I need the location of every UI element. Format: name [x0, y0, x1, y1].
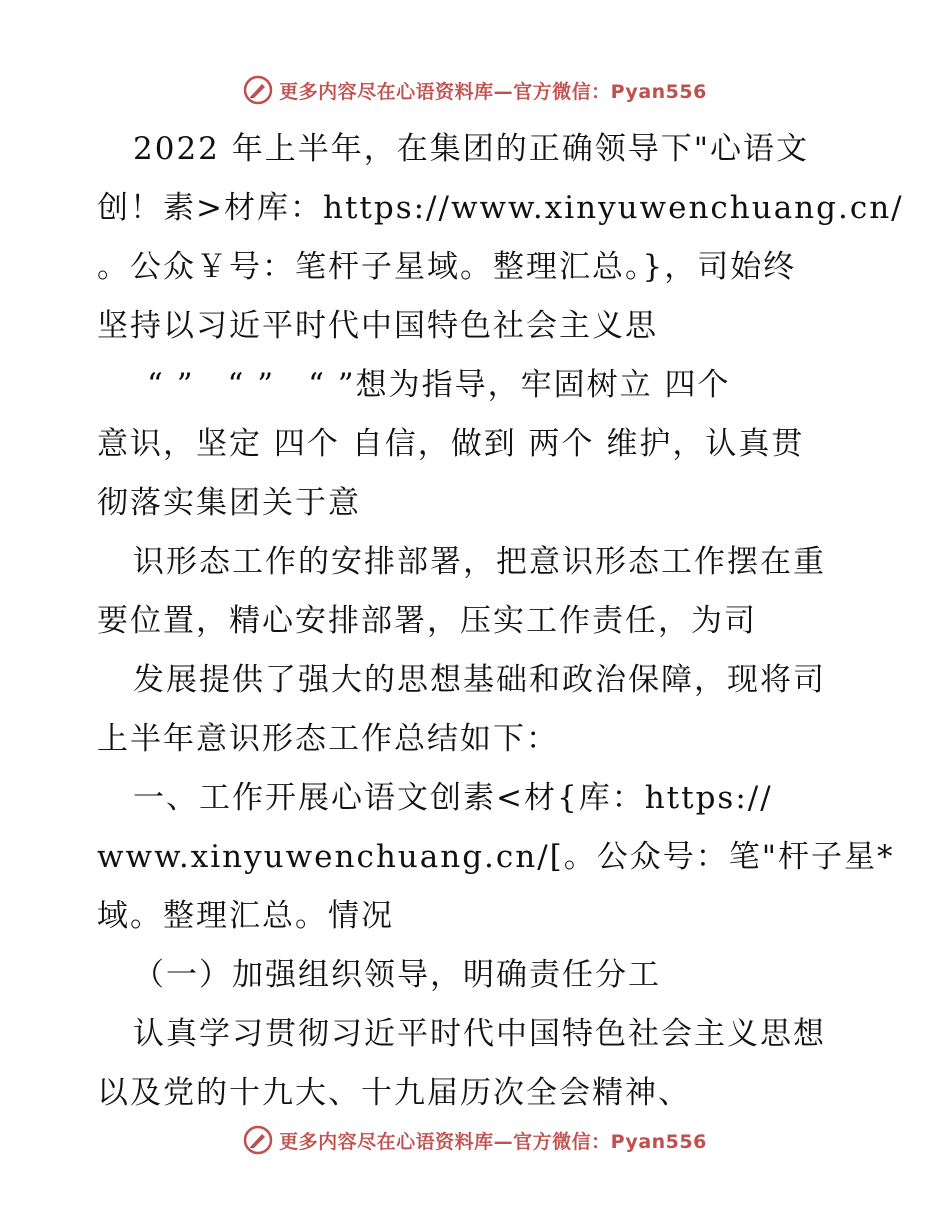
text-line: 要位置，精心安排部署，压实工作责任，为司	[97, 603, 757, 639]
text-line: 。公众￥号：笔杆子星域。整理汇总。}，司始终	[97, 249, 797, 285]
text-line: 一、工作开展心语文创素<材{库：https://	[133, 780, 773, 816]
text-line: “ ” “ ” “ ”想为指导，牢固树立 四个	[147, 367, 731, 403]
text-line: 坚持以习近平时代中国特色社会主义思	[97, 308, 658, 344]
text-line: 发展提供了强大的思想基础和政治保障，现将司	[133, 662, 826, 698]
text-line: 上半年意识形态工作总结如下：	[97, 721, 559, 757]
text-line: 域。整理汇总。情况	[97, 898, 394, 934]
pen-logo-icon	[243, 75, 273, 105]
pen-logo-icon	[243, 1125, 273, 1155]
footer-banner	[0, 1120, 950, 1160]
text-line: 以及党的十九大、十九届历次全会精神、	[97, 1075, 691, 1111]
text-line: 2022 年上半年，在集团的正确领导下"心语文	[133, 131, 810, 167]
text-line: 彻落实集团关于意	[97, 485, 361, 521]
text-line: 意识，坚定 四个 自信，做到 两个 维护，认真贯	[97, 426, 805, 462]
text-line: 识形态工作的安排部署，把意识形态工作摆在重	[133, 544, 826, 580]
text-line: 认真学习贯彻习近平时代中国特色社会主义思想	[133, 1016, 826, 1052]
text-line: 创！素>材库：https://www.xinyuwenchuang.cn/	[97, 190, 904, 226]
banner-text: 更多内容尽在心语资料库—官方微信：Pyan556	[279, 1130, 707, 1153]
document-body	[97, 120, 904, 1123]
banner-text: 更多内容尽在心语资料库—官方微信：Pyan556	[279, 80, 707, 103]
header-banner	[0, 70, 950, 110]
text-line: www.xinyuwenchuang.cn/[。公众号：笔"杆子星*	[97, 839, 895, 875]
text-line: （一）加强组织领导，明确责任分工	[133, 957, 661, 993]
